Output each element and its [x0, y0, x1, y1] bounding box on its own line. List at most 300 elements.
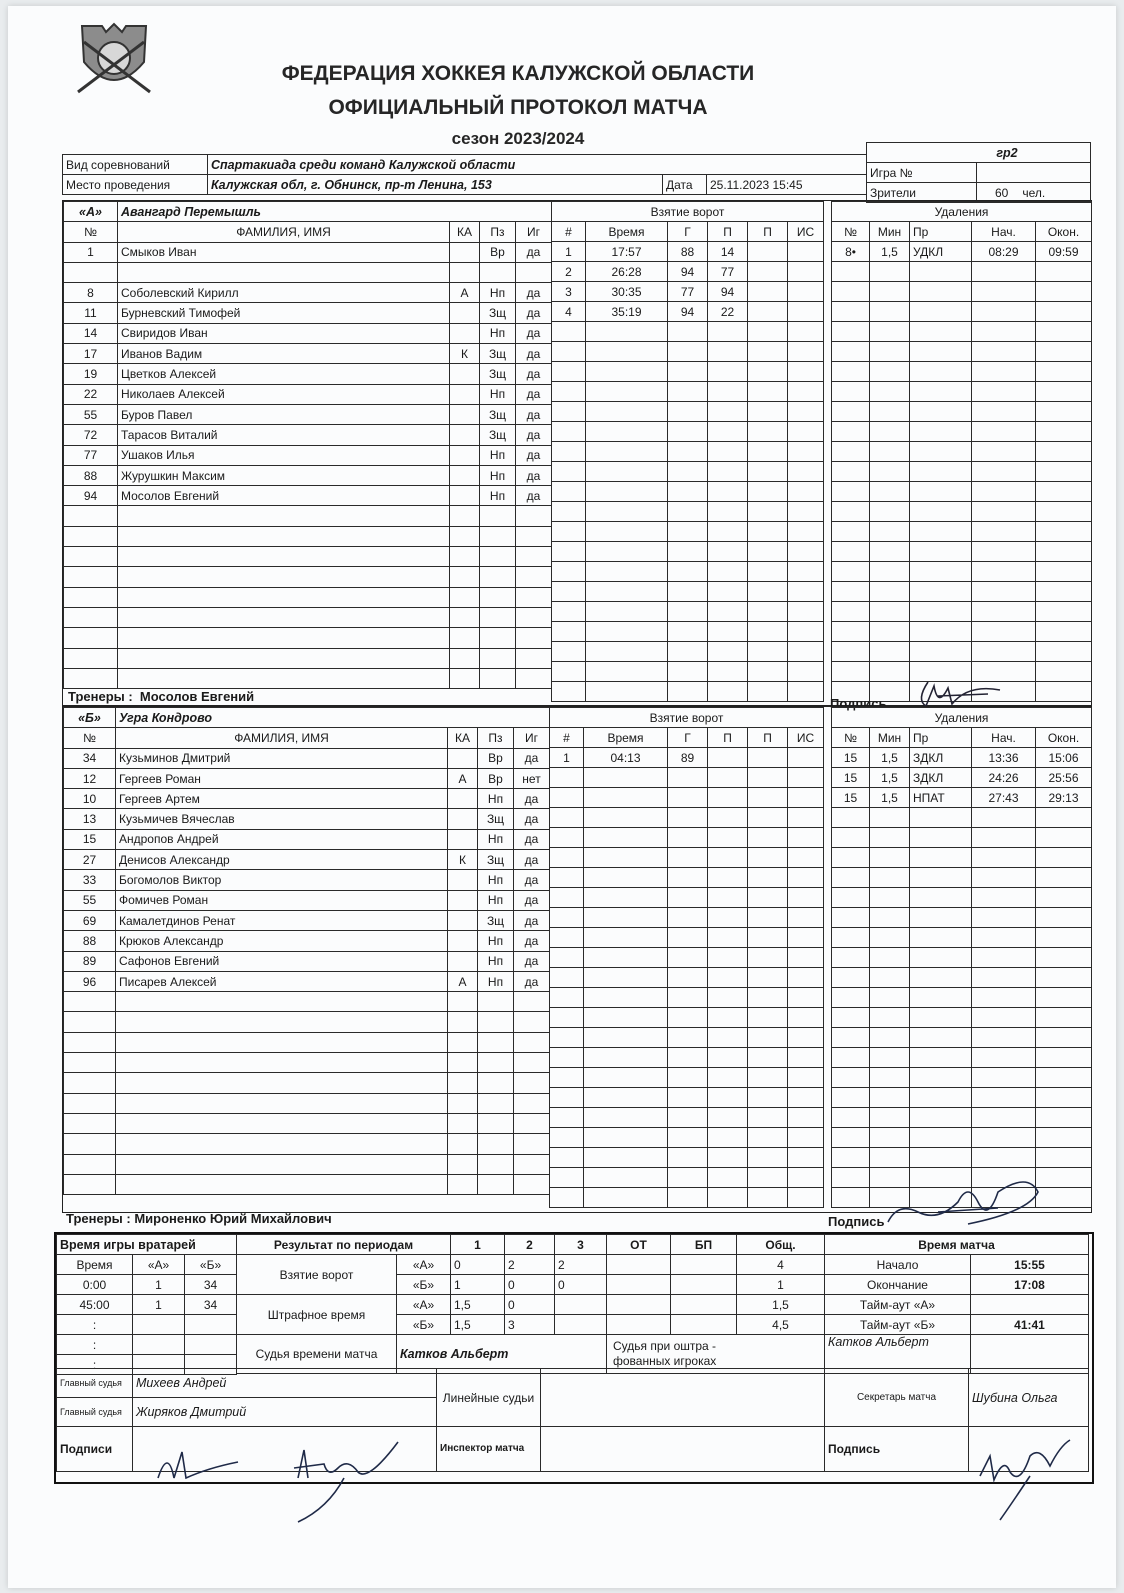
goal-situation — [788, 968, 824, 988]
penalty-minutes — [870, 848, 910, 868]
goal-scorer — [668, 482, 708, 502]
penalty-reason — [910, 302, 972, 322]
penalty-minutes — [870, 442, 910, 462]
penalty-reason — [910, 828, 972, 848]
goal-row — [552, 662, 824, 682]
goal-number — [550, 968, 584, 988]
player-number — [64, 1154, 116, 1174]
team-a-mark: «А» — [397, 1295, 451, 1315]
signature-b-icon — [878, 1172, 1048, 1236]
player-played — [514, 1053, 550, 1073]
goal-scorer — [668, 908, 708, 928]
timekeeper-label: Судья времени матча — [237, 1335, 397, 1374]
goal-situation — [788, 262, 824, 282]
goal-scorer — [668, 422, 708, 442]
goal-assist-1 — [708, 948, 748, 968]
goal-assist-1 — [708, 768, 748, 788]
penalty-reason — [910, 948, 972, 968]
penalty-player — [832, 482, 870, 502]
goal-time — [586, 642, 668, 662]
goal-situation — [788, 788, 824, 808]
penalty-start — [972, 868, 1036, 888]
goal-scorer: 89 — [668, 748, 708, 768]
player-row — [64, 303, 552, 323]
penalty-minutes — [870, 948, 910, 968]
player-position — [478, 1073, 514, 1093]
penalty-row — [832, 888, 1092, 908]
goal-situation — [788, 462, 824, 482]
penalty-row — [832, 322, 1092, 342]
penalty-start — [972, 928, 1036, 948]
team-b-penalties — [831, 707, 1092, 1208]
player-name: Кузьмичев Вячеслав — [116, 809, 448, 829]
pim-b-total: 4,5 — [737, 1315, 825, 1335]
goal-assist-1 — [708, 828, 748, 848]
player-ka: К — [448, 850, 478, 870]
penalty-end — [1036, 1028, 1092, 1048]
player-played: да — [514, 971, 550, 991]
goal-assist-2 — [748, 1148, 788, 1168]
player-played: да — [516, 445, 552, 465]
penalty-minutes: 1,5 — [870, 748, 910, 768]
penalty-end — [1036, 828, 1092, 848]
player-position — [478, 1012, 514, 1032]
col-pen-num: № — [832, 222, 870, 242]
pim-label: Штрафное время — [237, 1295, 397, 1335]
goal-assist-2 — [748, 1048, 788, 1068]
goal-assist-1 — [708, 342, 748, 362]
penalty-end — [1036, 602, 1092, 622]
goal-scorer — [668, 1168, 708, 1188]
goal-assist-1 — [708, 562, 748, 582]
pim-b-p3 — [555, 1315, 607, 1335]
team-a-roster — [63, 201, 552, 689]
player-row — [64, 607, 552, 627]
penalty-player — [832, 462, 870, 482]
player-ka — [448, 1113, 478, 1133]
player-played — [516, 526, 552, 546]
goal-assist-1 — [708, 362, 748, 382]
penalty-reason — [910, 602, 972, 622]
penalty-end — [1036, 642, 1092, 662]
penalty-player: 15 — [832, 788, 870, 808]
goal-time — [584, 948, 668, 968]
player-number — [64, 1134, 116, 1154]
player-row — [64, 931, 550, 951]
penalty-row — [832, 262, 1092, 282]
player-position — [478, 1174, 514, 1194]
coaches-label: Тренеры : — [68, 689, 133, 704]
player-number: 77 — [64, 445, 118, 465]
penalty-start — [972, 342, 1036, 362]
place-label: Место проведения — [63, 175, 208, 195]
penalty-start — [972, 562, 1036, 582]
player-played: да — [514, 850, 550, 870]
goalie-b: 34 — [185, 1295, 237, 1315]
player-number — [64, 1032, 116, 1052]
signatures-label: Подписи — [57, 1427, 133, 1472]
player-position: Нп — [480, 323, 516, 343]
goal-number — [550, 1108, 584, 1128]
goal-row — [550, 968, 824, 988]
col-g: Г — [668, 728, 708, 748]
period-3: 3 — [555, 1235, 607, 1255]
goal-assist-2 — [748, 1068, 788, 1088]
player-ka — [450, 668, 480, 688]
goal-row — [552, 282, 824, 302]
player-number: 15 — [64, 829, 116, 849]
goal-number — [552, 322, 586, 342]
penalty-row — [832, 968, 1092, 988]
goal-scorer — [668, 828, 708, 848]
goal-row — [550, 908, 824, 928]
player-position: Нп — [478, 829, 514, 849]
goal-scorer: 94 — [668, 302, 708, 322]
head-ref-2: Жиряков Дмитрий — [133, 1398, 437, 1427]
goal-assist-1 — [708, 422, 748, 442]
penalty-end — [1036, 362, 1092, 382]
player-played: нет — [514, 768, 550, 788]
col-pz: Пз — [478, 728, 514, 748]
player-name: Писарев Алексей — [116, 971, 448, 991]
penalty-minutes — [870, 1108, 910, 1128]
player-ka — [448, 910, 478, 930]
team-a-coach — [68, 689, 254, 704]
date-label: Дата — [663, 175, 707, 195]
player-row — [64, 789, 550, 809]
goal-assist-1 — [708, 1108, 748, 1128]
penalty-row — [832, 502, 1092, 522]
penalty-minutes — [870, 402, 910, 422]
player-position: Нп — [478, 870, 514, 890]
penalty-end — [1036, 342, 1092, 362]
player-number: 13 — [64, 809, 116, 829]
penalty-minutes — [870, 828, 910, 848]
player-number: 88 — [64, 465, 118, 485]
goals-a-p2: 2 — [505, 1255, 555, 1275]
team-a-name: Авангард Перемышль — [118, 202, 552, 222]
goalie-a — [133, 1335, 185, 1355]
penalty-minutes — [870, 302, 910, 322]
player-played: да — [516, 486, 552, 506]
player-row — [64, 1154, 550, 1174]
player-played: да — [516, 384, 552, 404]
player-row — [64, 384, 552, 404]
goal-time — [584, 1028, 668, 1048]
goal-situation — [788, 562, 824, 582]
player-ka — [448, 1073, 478, 1093]
goal-situation — [788, 342, 824, 362]
penalty-row — [832, 748, 1092, 768]
goal-assist-1: 94 — [708, 282, 748, 302]
secretary-signature-icon — [970, 1436, 1080, 1526]
goals-a-total: 4 — [737, 1255, 825, 1275]
goal-row — [552, 262, 824, 282]
goal-number — [550, 1008, 584, 1028]
goal-number — [552, 522, 586, 542]
goal-assist-1 — [708, 748, 748, 768]
player-played: да — [514, 951, 550, 971]
goal-number — [552, 382, 586, 402]
match-time-row — [825, 1275, 1089, 1295]
player-position — [480, 607, 516, 627]
penalty-player — [832, 502, 870, 522]
player-row — [64, 567, 552, 587]
goal-number — [552, 462, 586, 482]
team-b-coach-name: Мироненко Юрий Михайлович — [134, 1211, 332, 1226]
penalty-end — [1036, 262, 1092, 282]
goal-assist-2 — [748, 462, 788, 482]
period-ot: ОТ — [607, 1235, 671, 1255]
goal-scorer — [668, 502, 708, 522]
goal-situation — [788, 1128, 824, 1148]
player-ka — [450, 465, 480, 485]
head-ref-1: Михеев Андрей — [133, 1369, 437, 1398]
goal-number — [550, 1028, 584, 1048]
goal-number: 2 — [552, 262, 586, 282]
goal-assist-1 — [708, 908, 748, 928]
goal-situation — [788, 322, 824, 342]
player-name — [116, 1012, 448, 1032]
player-row — [64, 587, 552, 607]
goal-assist-1: 22 — [708, 302, 748, 322]
goal-number — [552, 502, 586, 522]
player-number — [64, 1053, 116, 1073]
goal-time: 35:19 — [586, 302, 668, 322]
player-position — [480, 668, 516, 688]
goal-assist-2 — [748, 1128, 788, 1148]
match-time-value — [971, 1295, 1089, 1315]
player-position — [480, 506, 516, 526]
period-2: 2 — [505, 1235, 555, 1255]
goal-time — [586, 382, 668, 402]
player-ka — [448, 1012, 478, 1032]
team-a-mark: «А» — [397, 1255, 451, 1275]
goal-time: 30:35 — [586, 282, 668, 302]
player-name — [118, 628, 450, 648]
player-row — [64, 262, 552, 282]
penalty-end — [1036, 808, 1092, 828]
penalty-start — [972, 848, 1036, 868]
penalty-row — [832, 1108, 1092, 1128]
goal-assist-1: 77 — [708, 262, 748, 282]
goals-a-bp — [671, 1255, 737, 1275]
goal-situation — [788, 282, 824, 302]
goal-row — [550, 1168, 824, 1188]
player-played: да — [516, 465, 552, 485]
goal-time — [584, 1148, 668, 1168]
penalty-reason — [910, 362, 972, 382]
penalty-start — [972, 542, 1036, 562]
player-name: Тарасов Виталий — [118, 425, 450, 445]
penalty-player — [832, 302, 870, 322]
player-number: 17 — [64, 344, 118, 364]
penalty-start: 13:36 — [972, 748, 1036, 768]
player-ka — [450, 486, 480, 506]
penalty-reason — [910, 1048, 972, 1068]
player-number — [64, 668, 118, 688]
penalty-start — [972, 968, 1036, 988]
goal-time: 04:13 — [584, 748, 668, 768]
season-label: сезон 2023/2024 — [451, 129, 585, 148]
penalty-start: 27:43 — [972, 788, 1036, 808]
col-end: Окон. — [1036, 222, 1092, 242]
penalty-reason — [910, 988, 972, 1008]
goal-row — [550, 1068, 824, 1088]
penalty-row — [832, 928, 1092, 948]
player-played — [514, 1012, 550, 1032]
goal-number — [550, 908, 584, 928]
goal-scorer — [668, 1008, 708, 1028]
player-played — [514, 1154, 550, 1174]
player-position — [478, 1093, 514, 1113]
col-name: ФАМИЛИЯ, ИМЯ — [118, 222, 450, 242]
penalty-player — [832, 522, 870, 542]
player-number: 8 — [64, 283, 118, 303]
player-played — [516, 648, 552, 668]
penalty-end — [1036, 662, 1092, 682]
player-ka — [450, 323, 480, 343]
goal-scorer — [668, 1128, 708, 1148]
penalty-player — [832, 1028, 870, 1048]
col-pr: Пр — [910, 728, 972, 748]
player-played — [516, 506, 552, 526]
shootout-name: Катков Альберт — [825, 1335, 971, 1374]
penalty-player — [832, 382, 870, 402]
goal-situation — [788, 502, 824, 522]
player-ka — [450, 526, 480, 546]
col-p1: П — [708, 728, 748, 748]
goal-row — [550, 788, 824, 808]
spectators-value: 60 — [995, 185, 1009, 200]
penalty-row — [832, 848, 1092, 868]
goal-assist-2 — [748, 768, 788, 788]
player-name: Кузьминов Дмитрий — [116, 748, 448, 768]
penalty-start — [972, 522, 1036, 542]
player-number: 10 — [64, 789, 116, 809]
player-number: 19 — [64, 364, 118, 384]
player-row — [64, 870, 550, 890]
player-row — [64, 1053, 550, 1073]
player-ka — [450, 262, 480, 282]
goal-situation — [788, 682, 824, 702]
goal-assist-2 — [748, 1188, 788, 1208]
penalty-player — [832, 582, 870, 602]
goal-situation — [788, 522, 824, 542]
penalty-start — [972, 642, 1036, 662]
player-played: да — [516, 364, 552, 384]
player-position: Зщ — [480, 344, 516, 364]
penalty-minutes — [870, 382, 910, 402]
goal-scorer — [668, 848, 708, 868]
player-ka — [450, 425, 480, 445]
goal-row — [552, 622, 824, 642]
penalty-start — [972, 442, 1036, 462]
penalty-player — [832, 868, 870, 888]
goal-row — [550, 1008, 824, 1028]
timekeeper-name: Катков Альберт — [397, 1335, 607, 1374]
penalty-row — [832, 988, 1092, 1008]
secretary-label: Секретарь матча — [825, 1369, 969, 1427]
player-row — [64, 1174, 550, 1194]
goalie-time-header — [57, 1255, 237, 1275]
player-ka — [450, 607, 480, 627]
penalty-minutes — [870, 542, 910, 562]
player-played: да — [516, 242, 552, 262]
penalty-row — [832, 582, 1092, 602]
secretary-sign-label: Подпись — [825, 1427, 969, 1472]
goal-assist-1 — [708, 1068, 748, 1088]
player-number: 1 — [64, 242, 118, 262]
goal-assist-1 — [708, 462, 748, 482]
penalty-row — [832, 1028, 1092, 1048]
goal-assist-2 — [748, 988, 788, 1008]
player-position: Нп — [478, 951, 514, 971]
goal-row — [550, 768, 824, 788]
penalty-row — [832, 302, 1092, 322]
goal-situation — [788, 1008, 824, 1028]
protocol-sheet — [8, 6, 1116, 1588]
goal-assist-2 — [748, 302, 788, 322]
penalty-reason — [910, 1088, 972, 1108]
goalie-time: 45:00 — [57, 1295, 133, 1315]
player-played — [514, 1093, 550, 1113]
goal-scorer — [668, 768, 708, 788]
goal-assist-1 — [708, 988, 748, 1008]
penalty-player: 15 — [832, 748, 870, 768]
goal-assist-2 — [748, 1088, 788, 1108]
period-total: Общ. — [737, 1235, 825, 1255]
penalty-minutes: 1,5 — [870, 242, 910, 262]
goal-row — [552, 562, 824, 582]
player-position: Нп — [480, 465, 516, 485]
match-time-value: 41:41 — [971, 1315, 1089, 1335]
penalty-row — [832, 542, 1092, 562]
period-1: 1 — [451, 1235, 505, 1255]
date-value: 25.11.2023 15:45 — [707, 175, 867, 195]
player-name: Смыков Иван — [118, 242, 450, 262]
goal-row — [550, 888, 824, 908]
penalty-player — [832, 442, 870, 462]
player-name — [116, 992, 448, 1012]
goal-row — [552, 302, 824, 322]
penalty-row — [832, 622, 1092, 642]
player-ka — [448, 1134, 478, 1154]
penalty-start — [972, 1068, 1036, 1088]
player-ka — [450, 303, 480, 323]
player-ka — [450, 567, 480, 587]
goal-situation — [788, 1048, 824, 1068]
goal-situation — [788, 908, 824, 928]
player-played: да — [514, 931, 550, 951]
player-name — [116, 1154, 448, 1174]
player-ka — [448, 789, 478, 809]
penalty-row — [832, 768, 1092, 788]
player-position — [478, 1113, 514, 1133]
player-ka — [450, 384, 480, 404]
team-b-sign-label: Подпись — [828, 1214, 885, 1229]
player-row — [64, 404, 552, 424]
goal-assist-2 — [748, 362, 788, 382]
penalty-start — [972, 462, 1036, 482]
penalty-row — [832, 908, 1092, 928]
penalty-end — [1036, 988, 1092, 1008]
player-row — [64, 951, 550, 971]
player-row — [64, 526, 552, 546]
goal-assist-1 — [708, 848, 748, 868]
goal-scorer — [668, 442, 708, 462]
goal-assist-1 — [708, 1048, 748, 1068]
